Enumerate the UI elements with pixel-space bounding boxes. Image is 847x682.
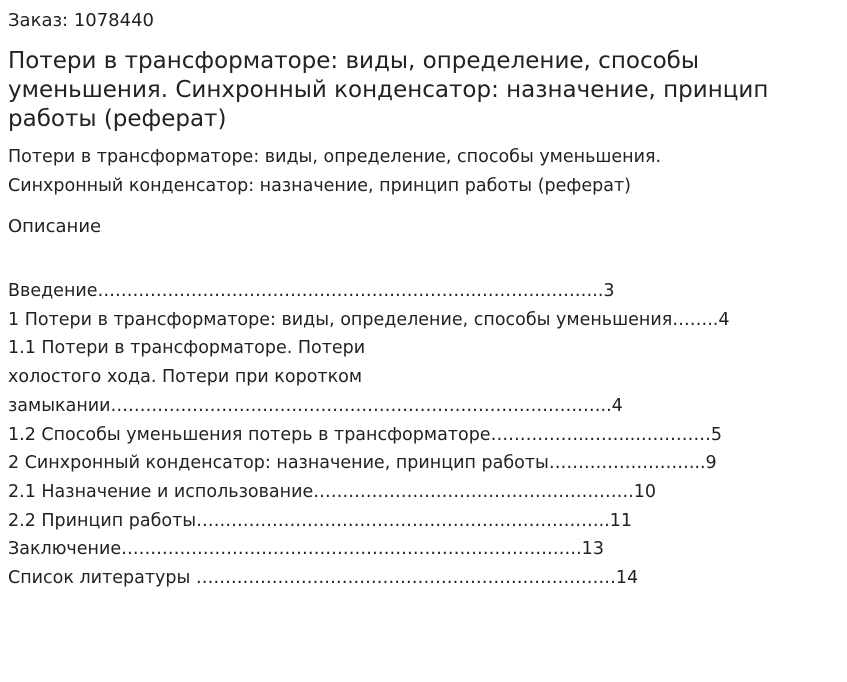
document-subtitle: [8, 143, 768, 201]
toc-item-1-1-line-1: 1.1 Потери в трансформаторе. Потери: [8, 338, 366, 359]
subtitle-line-1: Потери в трансформаторе: виды, определение, способы уменьшения.: [8, 147, 662, 167]
description-heading: Описание: [8, 216, 102, 237]
table-of-contents: [8, 277, 838, 593]
toc-item-2-2: 2.2 Принцип работы……………………………………………………………..11: [8, 510, 633, 531]
toc-item-2: 2 Синхронный конденсатор: назначение, принцип работы……………………...9: [8, 453, 717, 474]
toc-item-conclusion: Заключение…………………………………………………………………….13: [8, 539, 604, 560]
toc-item-1-2: 1.2 Способы уменьшения потерь в трансформаторе……………..……...…………5: [8, 424, 723, 445]
document-title: Потери в трансформаторе: виды, определение, способы уменьшения. Синхронный конденсатор: назначение, принцип работы (реферат): [8, 48, 769, 132]
toc-item-introduction: Введение………………………………………………………..………..………..3: [8, 281, 615, 301]
toc-item-1-1-line-2: холостого хода. Потери при коротком: [8, 367, 363, 388]
subtitle-line-2: Синхронный конденсатор: назначение, принцип работы (реферат): [8, 176, 631, 196]
toc-item-2-1: 2.1 Назначение и использование……………………………………………….10: [8, 481, 657, 502]
toc-item-1: 1 Потери в трансформаторе: виды, определение, способы уменьшения……..4: [8, 309, 730, 330]
toc-item-1-1: [8, 334, 838, 420]
toc-item-1-1-line-3: замыкании…………………………………………………………………………..4: [8, 395, 623, 416]
toc-item-references: Список литературы ………………………………………………………………14: [8, 568, 639, 589]
order-number: Заказ: 1078440: [8, 10, 154, 31]
